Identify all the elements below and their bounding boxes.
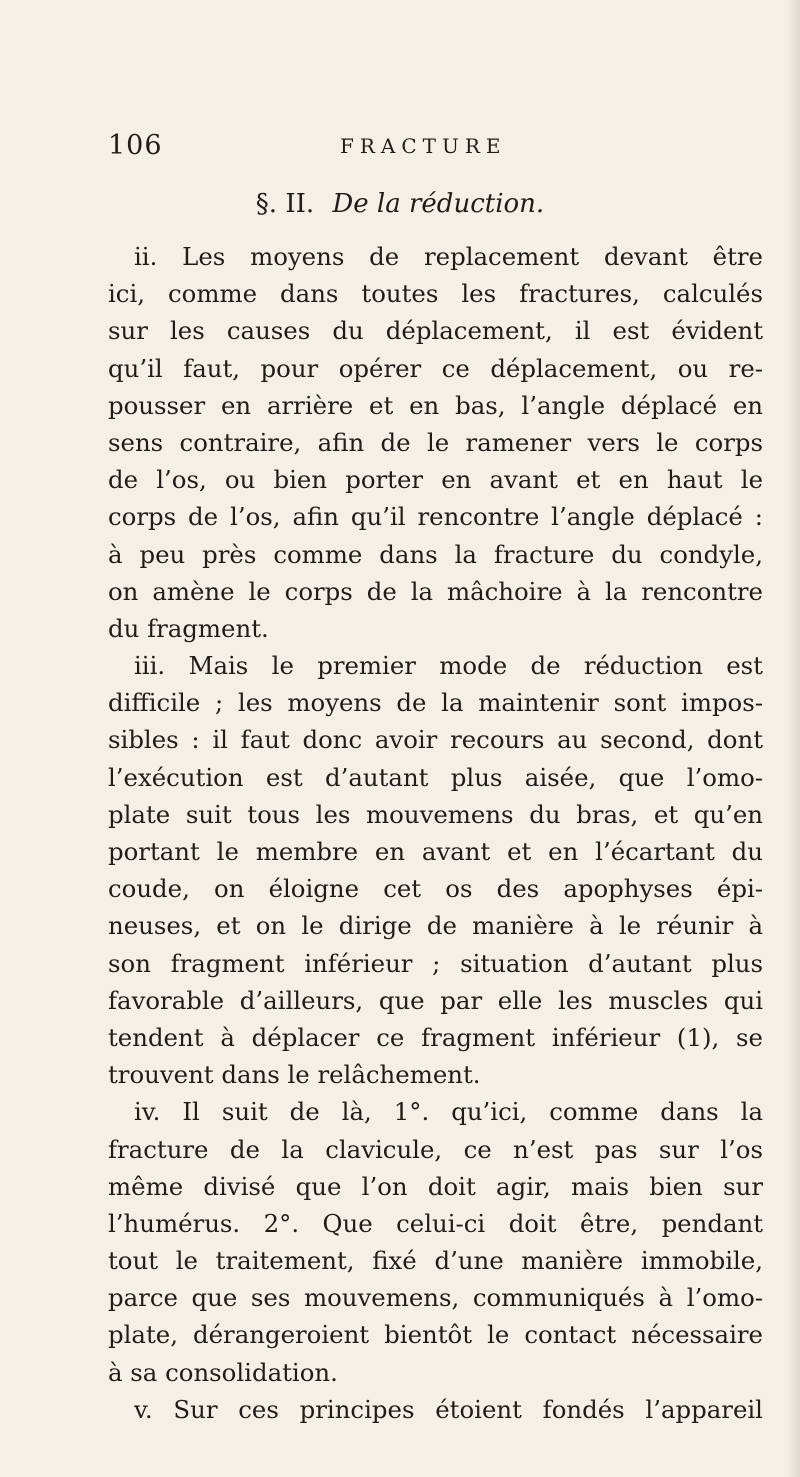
- text-line: du fragment.: [108, 613, 269, 643]
- text-line: tout le traitement, fixé d’une manière immobile,: [108, 1246, 763, 1276]
- text-line: tendent à déplacer ce fragment inférieur (1), se: [108, 1022, 763, 1052]
- text-line: favorable d’ailleurs, que par elle les muscles qui: [108, 985, 763, 1015]
- body-text: [108, 238, 763, 1428]
- section-title: De la réduction.: [332, 189, 545, 219]
- text-line: portant le membre en avant et en l’écartant du: [108, 837, 763, 866]
- text-line: iii. Mais le premier mode de réduction est: [134, 651, 763, 681]
- text-line: plate, dérangeroient bientôt le contact nécessaire: [108, 1320, 763, 1350]
- text-line: fracture de la clavicule, ce n’est pas sur l’os: [108, 1134, 763, 1164]
- text-line: à sa consolidation.: [108, 1357, 338, 1387]
- text-line: ici, comme dans toutes les fractures, calculés: [108, 279, 763, 309]
- section-heading: [0, 184, 800, 224]
- text-line: sibles : il faut donc avoir recours au second, dont: [108, 725, 763, 755]
- text-line: plate suit tous les mouvemens du bras, et qu’en: [108, 799, 763, 829]
- text-line: l’exécution est d’autant plus aisée, que l’omo-: [108, 762, 763, 792]
- text-line: iv. Il suit de là, 1°. qu’ici, comme dans la: [134, 1097, 763, 1127]
- text-line: difficile ; les moyens de la maintenir sont impos-: [108, 688, 763, 718]
- running-head: [108, 130, 758, 164]
- text-line: ii. Les moyens de replacement devant être: [134, 242, 763, 271]
- text-line: son fragment inférieur ; situation d’autant plus: [108, 948, 763, 978]
- text-line: sur les causes du déplacement, il est évident: [108, 316, 763, 346]
- text-line: même divisé que l’on doit agir, mais bien sur: [108, 1171, 763, 1201]
- text-line: pousser en arrière et en bas, l’angle déplacé en: [108, 390, 763, 420]
- text-line: neuses, et on le dirige de manière à le réunir à: [108, 911, 763, 941]
- text-line: coude, on éloigne cet os des apophyses épi-: [108, 874, 763, 904]
- text-line: trouvent dans le relâchement.: [108, 1060, 481, 1090]
- text-line: on amène le corps de la mâchoire à la rencontre: [108, 576, 763, 606]
- text-line: l’humérus. 2°. Que celui-ci doit être, pendant: [108, 1208, 763, 1238]
- text-line: parce que ses mouvemens, communiqués à l’omo-: [108, 1283, 763, 1313]
- page-edge-shadow: [786, 0, 800, 1477]
- text-line: sens contraire, afin de le ramener vers le corps: [108, 427, 763, 457]
- text-line: de l’os, ou bien porter en avant et en haut le: [108, 465, 763, 495]
- section-label: §. II.: [255, 189, 315, 219]
- text-line: v. Sur ces principes étoient fondés l’appareil: [134, 1394, 763, 1424]
- text-line: à peu près comme dans la fracture du condyle,: [108, 539, 763, 569]
- running-title: FRACTURE: [340, 134, 507, 158]
- text-line: qu’il faut, pour opérer ce déplacement, ou re-: [108, 353, 763, 383]
- text-line: corps de l’os, afin qu’il rencontre l’angle déplacé :: [108, 502, 763, 532]
- page-number: 106: [108, 130, 163, 161]
